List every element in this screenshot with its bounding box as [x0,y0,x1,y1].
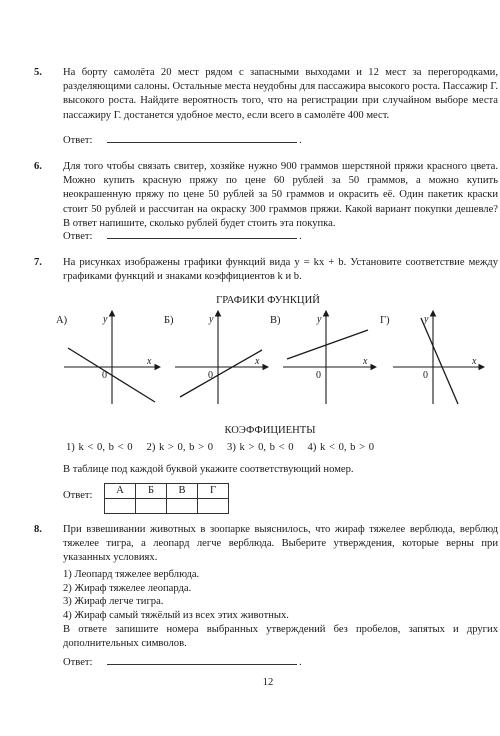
answer-label: Ответ: [63,135,93,146]
graph-g [393,311,484,404]
option-1: 1) Леопард тяжелее верблюда. [63,569,200,580]
task-6-text: Для того чтобы связать свитер, хозяйке нужно 900 граммов шерстяной пряжи красного цвета. Можно купить красную пряжу по цене 60 рублей за 50 граммов, а можно купить неокрашенную пряжу по цене 50 рублей за 50 граммов и окрасить её. Один пакетик краски стоит 50 рублей и рассчитан на окраску 300 граммов пряжи. Какой вариант покупки дешевле? В ответ напишите, сколько рублей будет стоить эта покупка. [63,161,498,229]
svg-text:x: x [255,356,260,367]
page-number: 12 [262,677,274,688]
table-header-a: А [105,484,136,499]
table-header-b: Б [136,484,167,499]
coefficient-3: 3) k > 0, b < 0 [227,442,294,453]
option-3: 3) Жираф легче тигра. [63,596,164,608]
task-7-number: 7. [34,257,42,268]
svg-text:x: x [363,356,368,367]
task-8-answer[interactable]: Ответ: . [63,657,302,668]
svg-text:0: 0 [423,370,428,381]
task-8-text: При взвешивании животных в зоопарке выяснилось, что жираф тяжелее верблюда, верблюд тяжелее тигра, а леопард легче верблюда. Выберите утверждения, которые верны при указанных условиях. [63,524,498,564]
answer-table [104,483,229,514]
table-header-g: Г [198,484,229,499]
table-cell-v[interactable] [167,499,198,514]
svg-text:x: x [472,356,477,367]
task-8-instruction: В ответе запишите номера выбранных утверждений без пробелов, запятых и других дополнительных символов. [63,624,498,650]
graph-label-a: А) [56,315,68,326]
graph-label-b: Б) [164,315,174,326]
graphs-title: ГРАФИКИ ФУНКЦИЙ [216,295,320,306]
task-6-number: 6. [34,161,42,172]
task-7-answer-label: Ответ: [63,490,93,501]
graph-v [283,311,376,404]
graph-b [175,311,268,404]
svg-text:y: y [209,314,214,325]
graph-g-line [421,318,458,404]
graph-a [64,311,160,404]
option-2: 2) Жираф тяжелее леопарда. [63,582,192,594]
coefficient-2: 2) k > 0, b > 0 [146,442,214,453]
answer-line[interactable] [107,655,297,665]
table-cell-a[interactable] [105,499,136,514]
table-instruction: В таблице под каждой буквой укажите соответствующий номер. [63,464,354,475]
graph-b-line [180,350,262,397]
graph-label-g: Г) [380,315,390,326]
svg-text:x: x [147,356,152,367]
graph-label-v: В) [270,315,281,326]
task-7-text: На рисунках изображены графики функций вида y = kx + b. Установите соответствие между графиками функций и знаками коэффициентов k и b. [63,257,498,283]
coefficients-title: КОЭФФИЦИЕНТЫ [224,425,316,436]
svg-text:0: 0 [208,370,213,381]
svg-text:y: y [317,314,322,325]
task-5-answer[interactable]: Ответ: . [63,135,302,146]
coefficients-list [66,441,388,455]
svg-text:0: 0 [102,370,107,381]
svg-text:y: y [103,314,108,325]
table-header-v: В [167,484,198,499]
task-5-number: 5. [34,67,42,78]
option-4: 4) Жираф самый тяжёлый из всех этих животных. [63,609,289,621]
task-8-options [63,568,289,622]
svg-text:y: y [424,314,429,325]
answer-label: Ответ: [63,231,93,242]
task-8-number: 8. [34,524,42,535]
coefficient-4: 4) k < 0, b > 0 [307,442,375,453]
coefficient-1: 1) k < 0, b < 0 [66,442,133,453]
table-cell-g[interactable] [198,499,229,514]
graph-v-line [287,330,368,359]
task-6-answer[interactable]: Ответ: . [63,231,302,242]
table-cell-b[interactable] [136,499,167,514]
svg-text:0: 0 [316,370,321,381]
answer-label: Ответ: [63,657,93,668]
task-5-text: На борту самолёта 20 мест рядом с запасными выходами и 12 мест за перегородками, разделяющими салоны. Остальные места неудобны для пассажира высокого роста. Пассажир Г. высокого роста. Найдите вероятность того, что на регистрации при случайном выборе места пассажиру Г. достанется удобное место, если всего в самолёте 400 мест. [63,67,498,121]
